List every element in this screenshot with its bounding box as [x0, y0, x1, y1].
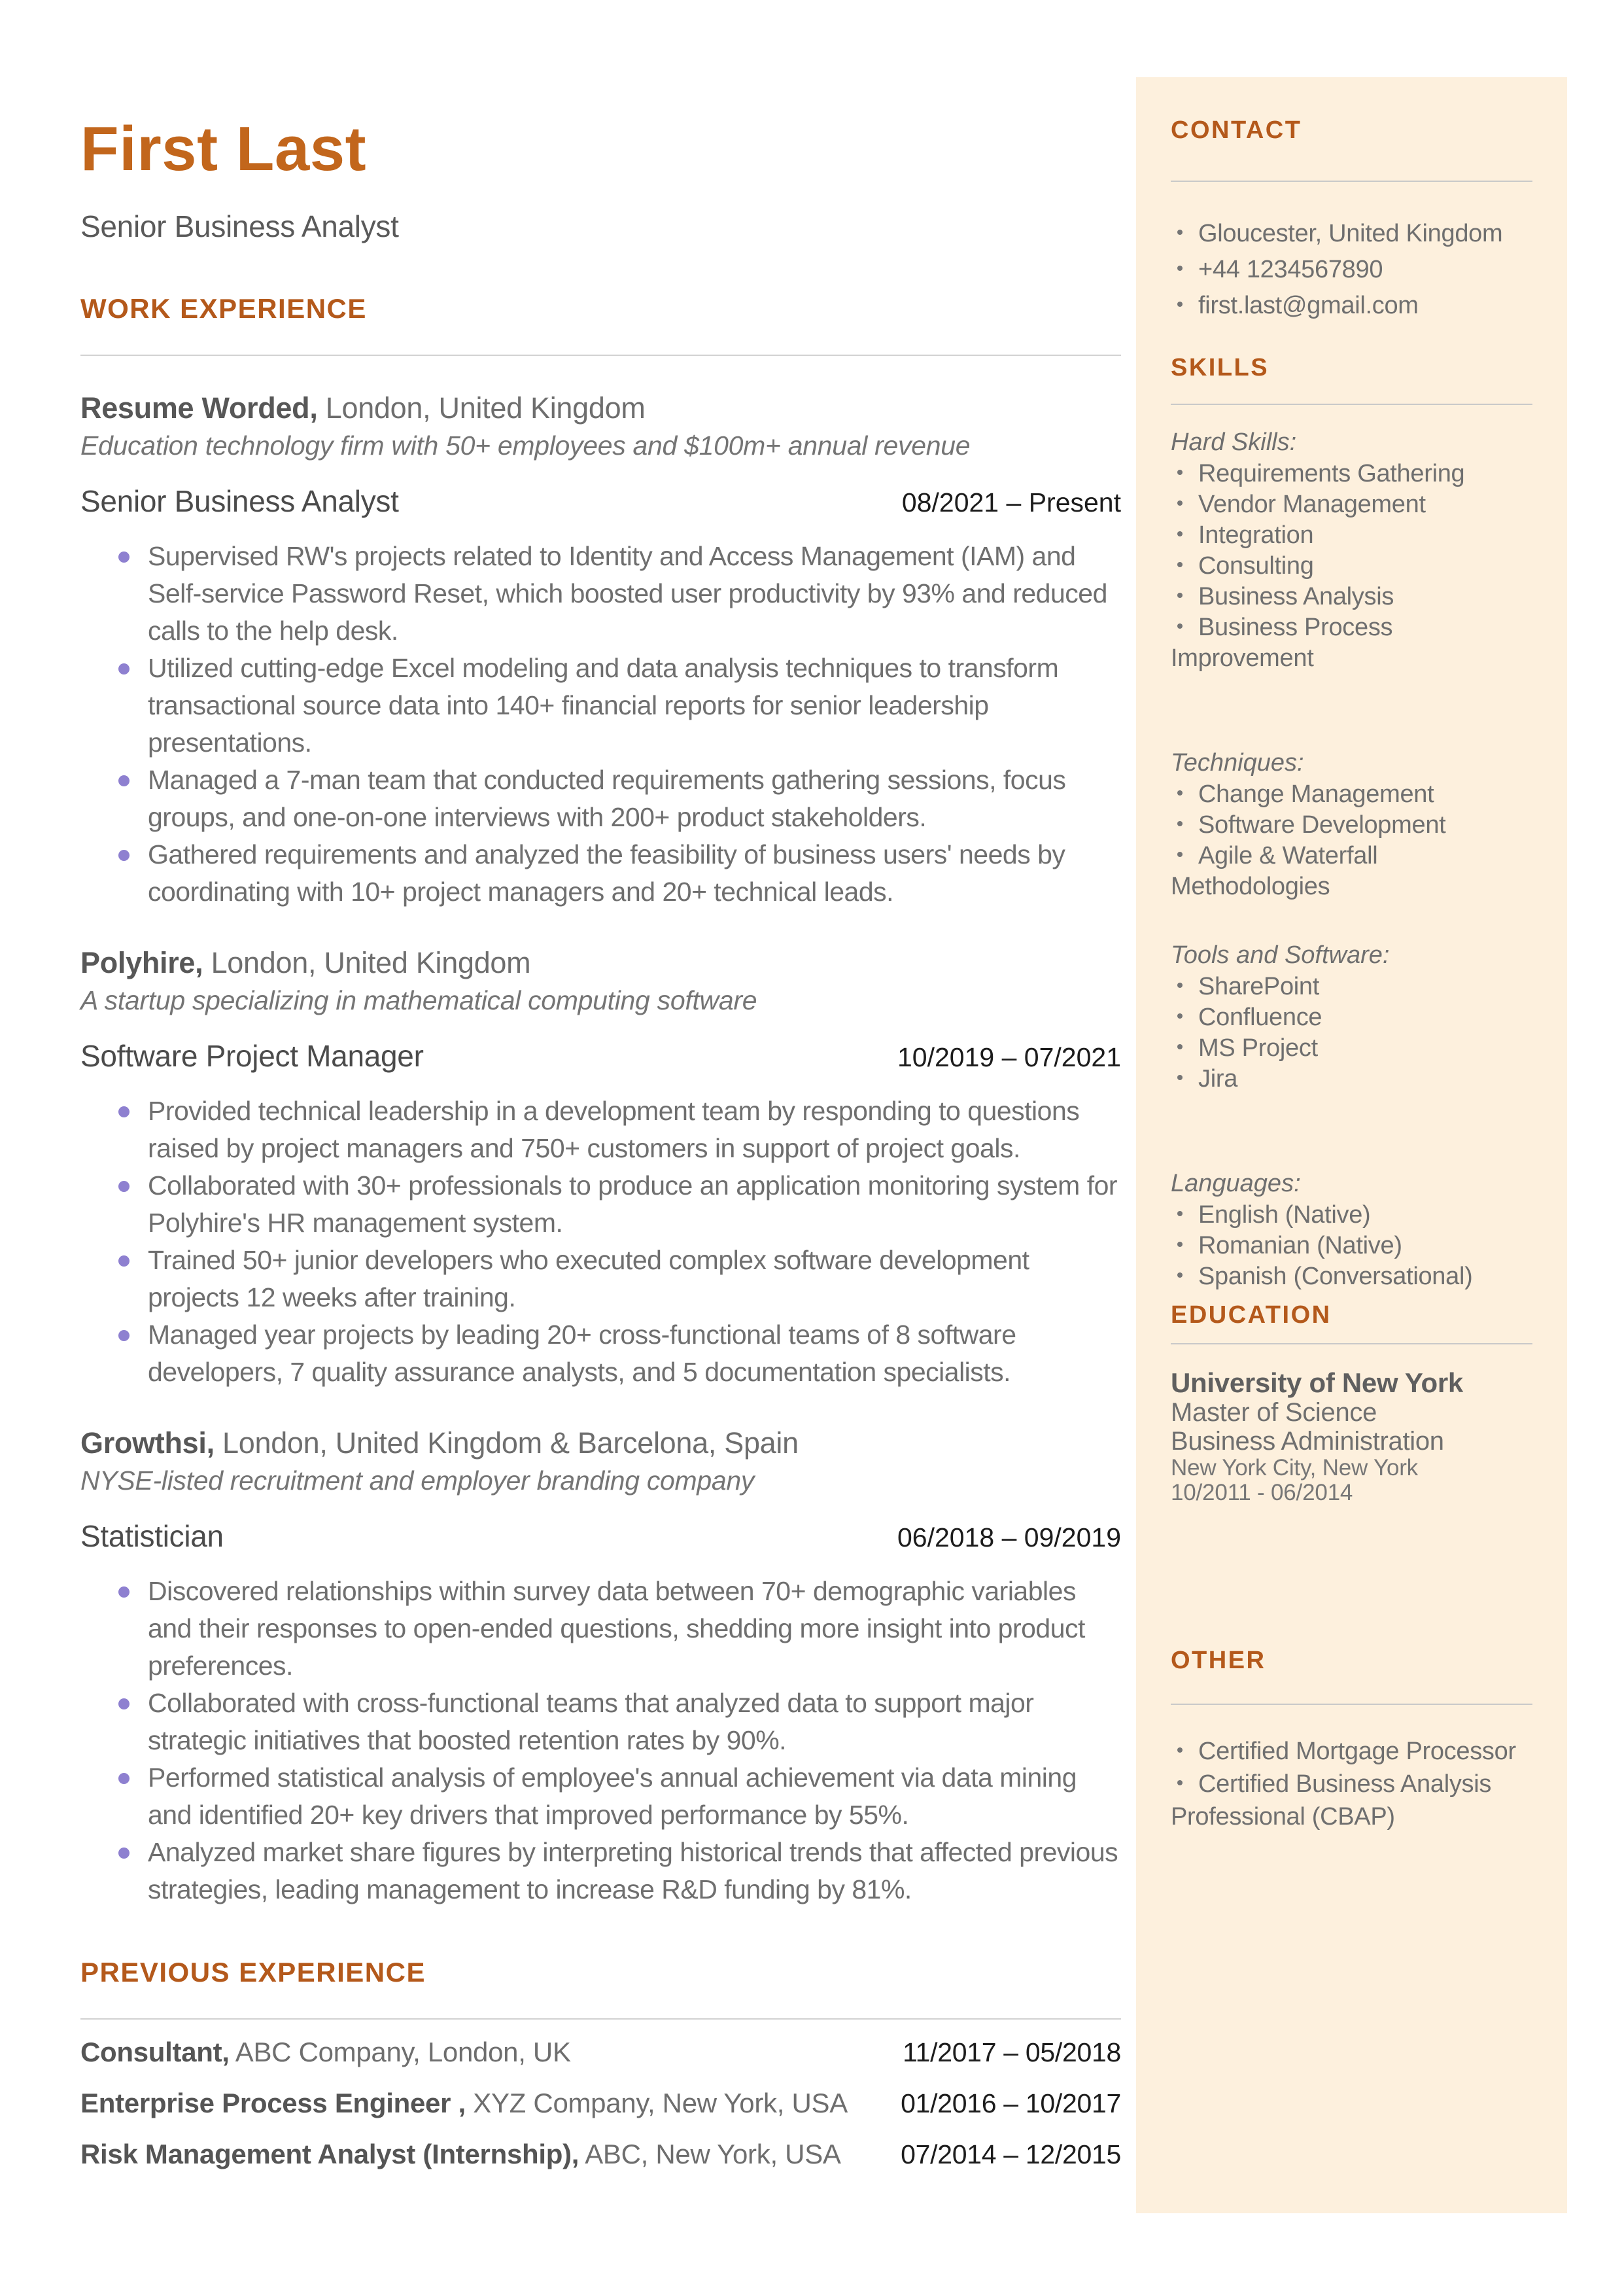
- skills-group-list: [1171, 779, 1532, 902]
- bullet-dot-icon: [1177, 1013, 1183, 1019]
- education-school: University of New York: [1171, 1367, 1463, 1398]
- skill-item: [1171, 459, 1532, 489]
- other-section: [1171, 1647, 1532, 1833]
- bullet-dot-icon: [1177, 1272, 1183, 1278]
- sidebar-divider: [1171, 1704, 1532, 1705]
- bullet-item: Performed statistical analysis of employee's annual achievement via data mining and identified 20+ key drivers that improved performance by 55%.: [80, 1759, 1121, 1834]
- sidebar-heading-contact: CONTACT: [1171, 116, 1302, 144]
- role-row: [80, 1038, 1121, 1076]
- education-section: [1171, 1301, 1532, 1505]
- education-dates: 10/2011 - 06/2014: [1171, 1480, 1353, 1505]
- skill-item-label: Integration: [1198, 521, 1314, 549]
- skills-group-list: [1171, 459, 1532, 674]
- skill-item: [1171, 489, 1532, 520]
- skill-item: [1171, 1231, 1532, 1261]
- sidebar-heading-education: EDUCATION: [1171, 1301, 1332, 1329]
- skill-item: [1171, 841, 1532, 902]
- bullet-item: Collaborated with cross-functional teams that analyzed data to support major strategic initiatives that boosted retention rates by 90%.: [80, 1685, 1121, 1759]
- job-bullets: [80, 538, 1121, 911]
- sidebar-heading-skills: SKILLS: [1171, 354, 1270, 381]
- bullet-dot-icon: [1177, 500, 1183, 506]
- bullet-dot-icon: [1177, 302, 1183, 307]
- skills-section: [1171, 354, 1532, 1292]
- job-dates: 10/2019 – 07/2021: [897, 1042, 1121, 1072]
- skill-item-label: MS Project: [1198, 1034, 1318, 1062]
- previous-entry: [80, 2135, 1121, 2174]
- company-description: NYSE-listed recruitment and employer branding company: [80, 1465, 755, 1496]
- previous-role: Enterprise Process Engineer ,: [80, 2088, 466, 2118]
- skills-group-label: Hard Skills:: [1171, 429, 1297, 456]
- job-dates: 06/2018 – 09/2019: [897, 1522, 1121, 1552]
- bullet-dot-icon: [1177, 266, 1183, 271]
- bullet-dot-icon: [1177, 852, 1183, 857]
- skill-item: [1171, 551, 1532, 582]
- skill-item-label: Change Management: [1198, 780, 1434, 808]
- job-entry: [80, 390, 1121, 911]
- education-degree: Master of Science: [1171, 1398, 1377, 1427]
- contact-item: [1171, 252, 1532, 288]
- bullet-dot-icon: [1177, 1044, 1183, 1049]
- previous-entry-text: [80, 2033, 571, 2072]
- company-description: Education technology firm with 50+ employees and $100m+ annual revenue: [80, 430, 971, 461]
- skill-item-label: Business Analysis: [1198, 583, 1394, 610]
- bullet-dot-icon: [1177, 230, 1183, 235]
- role-row: [80, 1518, 1121, 1556]
- company-location: London, United Kingdom: [317, 391, 646, 425]
- skill-item-label: Consulting: [1198, 552, 1314, 580]
- skills-group-label: Techniques:: [1171, 749, 1304, 777]
- bullet-dot-icon: [1177, 983, 1183, 988]
- company-name: Polyhire,: [80, 946, 203, 979]
- bullet-item: Supervised RW's projects related to Identity and Access Management (IAM) and Self-service Password Reset, which boosted user productivity by 93% and reduced calls to the help desk.: [80, 538, 1121, 650]
- skills-group-label: Tools and Software:: [1171, 941, 1390, 969]
- bullet-item: Collaborated with 30+ professionals to produce an application monitoring system for Polyhire's HR management system.: [80, 1167, 1121, 1242]
- other-item-label: Certified Mortgage Processor: [1198, 1738, 1516, 1765]
- previous-experience-list: [80, 2033, 1121, 2174]
- main-column: [80, 0, 1121, 2174]
- contact-item: [1171, 288, 1532, 324]
- other-list: [1171, 1735, 1532, 1833]
- bullet-item: Utilized cutting-edge Excel modeling and data analysis techniques to transform transactional source data into 140+ financial reports for senior leadership presentations.: [80, 650, 1121, 762]
- other-item: [1171, 1768, 1532, 1833]
- contact-item-label: +44 1234567890: [1198, 256, 1383, 283]
- company-line: [80, 390, 1121, 427]
- previous-dates: 01/2016 – 10/2017: [901, 2088, 1121, 2118]
- skill-item-label: Spanish (Conversational): [1198, 1263, 1473, 1290]
- previous-company: XYZ Company, New York, USA: [465, 2088, 848, 2118]
- previous-company: ABC Company, London, UK: [229, 2037, 571, 2067]
- job-role: Senior Business Analyst: [80, 484, 399, 518]
- bullet-item: Analyzed market share figures by interpreting historical trends that affected previous strategies, leading management to increase R&D funding by 81%.: [80, 1834, 1121, 1908]
- bullet-item: Provided technical leadership in a development team by responding to questions raised by project managers and 750+ customers in support of project goals.: [80, 1093, 1121, 1167]
- skill-item-label: Romanian (Native): [1198, 1232, 1402, 1259]
- previous-role: Consultant,: [80, 2037, 230, 2067]
- skill-item: [1171, 582, 1532, 612]
- education-field: Business Administration: [1171, 1427, 1444, 1456]
- skill-item: [1171, 1002, 1532, 1033]
- skill-item-label: English (Native): [1198, 1201, 1371, 1229]
- bullet-dot-icon: [1177, 1242, 1183, 1247]
- section-divider: [80, 355, 1121, 356]
- contact-item-label: first.last@gmail.com: [1198, 292, 1419, 319]
- skill-item: [1171, 810, 1532, 841]
- skill-item-label: Agile & Waterfall Methodologies: [1171, 842, 1378, 900]
- skill-item: [1171, 520, 1532, 551]
- bullet-dot-icon: [1177, 1075, 1183, 1080]
- skills-group-list: [1171, 972, 1532, 1095]
- previous-dates: 11/2017 – 05/2018: [903, 2037, 1121, 2067]
- company-line: [80, 945, 1121, 981]
- skill-item: [1171, 972, 1532, 1002]
- job-dates: 08/2021 – Present: [901, 487, 1121, 517]
- job-role: Statistician: [80, 1519, 224, 1553]
- skill-item-label: Confluence: [1198, 1004, 1322, 1031]
- role-row: [80, 483, 1121, 521]
- skill-item: [1171, 1200, 1532, 1231]
- person-name: First Last: [80, 114, 367, 184]
- skills-group-list: [1171, 1200, 1532, 1292]
- skill-item: [1171, 1033, 1532, 1064]
- sidebar-divider: [1171, 1343, 1532, 1344]
- bullet-dot-icon: [1177, 470, 1183, 475]
- section-heading-work-experience: WORK EXPERIENCE: [80, 293, 367, 324]
- bullet-item: Managed year projects by leading 20+ cross-functional teams of 8 software developers, 7 quality assurance analysts, and 5 documentation specialists.: [80, 1316, 1121, 1391]
- contact-list: [1171, 216, 1532, 324]
- skill-item: [1171, 779, 1532, 810]
- company-location: London, United Kingdom: [203, 946, 531, 979]
- sidebar-divider: [1171, 181, 1532, 182]
- bullet-dot-icon: [1177, 1747, 1183, 1753]
- previous-company: ABC, New York, USA: [579, 2139, 841, 2169]
- job-entry: [80, 1425, 1121, 1908]
- previous-entry: [80, 2033, 1121, 2072]
- previous-entry-text: [80, 2135, 841, 2174]
- bullet-dot-icon: [1177, 531, 1183, 536]
- skill-item-label: Vendor Management: [1198, 491, 1426, 518]
- skill-item-label: Requirements Gathering: [1198, 460, 1465, 487]
- bullet-item: Managed a 7-man team that conducted requirements gathering sessions, focus groups, and one-on-one interviews with 200+ product stakeholders.: [80, 762, 1121, 836]
- bullet-dot-icon: [1177, 1780, 1183, 1785]
- sidebar-divider: [1171, 404, 1532, 405]
- education-location: New York City, New York: [1171, 1455, 1418, 1480]
- job-bullets: [80, 1093, 1121, 1391]
- job-role: Software Project Manager: [80, 1039, 424, 1073]
- sidebar-panel: [1136, 77, 1567, 2213]
- person-title: Senior Business Analyst: [80, 209, 399, 243]
- bullet-dot-icon: [1177, 790, 1183, 796]
- bullet-item: Discovered relationships within survey data between 70+ demographic variables and their responses to open-ended questions, shedding more insight into product preferences.: [80, 1573, 1121, 1685]
- job-bullets: [80, 1573, 1121, 1908]
- job-entry: [80, 945, 1121, 1391]
- previous-entry-text: [80, 2084, 848, 2123]
- bullet-item: Trained 50+ junior developers who executed complex software development projects 12 weeks after training.: [80, 1242, 1121, 1316]
- skill-item-label: Business Process Improvement: [1171, 614, 1393, 672]
- other-item: [1171, 1735, 1532, 1768]
- company-description: A startup specializing in mathematical computing software: [80, 985, 757, 1015]
- skill-item: [1171, 1261, 1532, 1292]
- skill-item-label: Jira: [1198, 1065, 1238, 1093]
- skill-item: [1171, 1064, 1532, 1095]
- skill-item-label: Software Development: [1198, 811, 1446, 839]
- skills-group-label: Languages:: [1171, 1170, 1301, 1197]
- skill-item: [1171, 612, 1532, 674]
- previous-dates: 07/2014 – 12/2015: [901, 2139, 1121, 2169]
- sidebar-heading-other: OTHER: [1171, 1647, 1266, 1674]
- bullet-item: Gathered requirements and analyzed the feasibility of business users' needs by coordinating with 10+ project managers and 20+ technical leads.: [80, 836, 1121, 911]
- bullet-dot-icon: [1177, 1211, 1183, 1216]
- other-item-label: Certified Business Analysis Professional (CBAP): [1171, 1770, 1492, 1831]
- skill-item-label: SharePoint: [1198, 973, 1320, 1000]
- bullet-dot-icon: [1177, 562, 1183, 567]
- bullet-dot-icon: [1177, 821, 1183, 826]
- contact-item: [1171, 216, 1532, 252]
- previous-entry: [80, 2084, 1121, 2123]
- company-line: [80, 1425, 1121, 1462]
- bullet-dot-icon: [1177, 593, 1183, 598]
- previous-role: Risk Management Analyst (Internship),: [80, 2139, 579, 2169]
- company-location: London, United Kingdom & Barcelona, Spain: [214, 1426, 799, 1460]
- contact-item-label: Gloucester, United Kingdom: [1198, 220, 1503, 247]
- section-heading-previous-experience: PREVIOUS EXPERIENCE: [80, 1957, 426, 1988]
- company-name: Growthsi,: [80, 1426, 215, 1460]
- bullet-dot-icon: [1177, 623, 1183, 629]
- company-name: Resume Worded,: [80, 391, 318, 425]
- section-divider: [80, 2018, 1121, 2020]
